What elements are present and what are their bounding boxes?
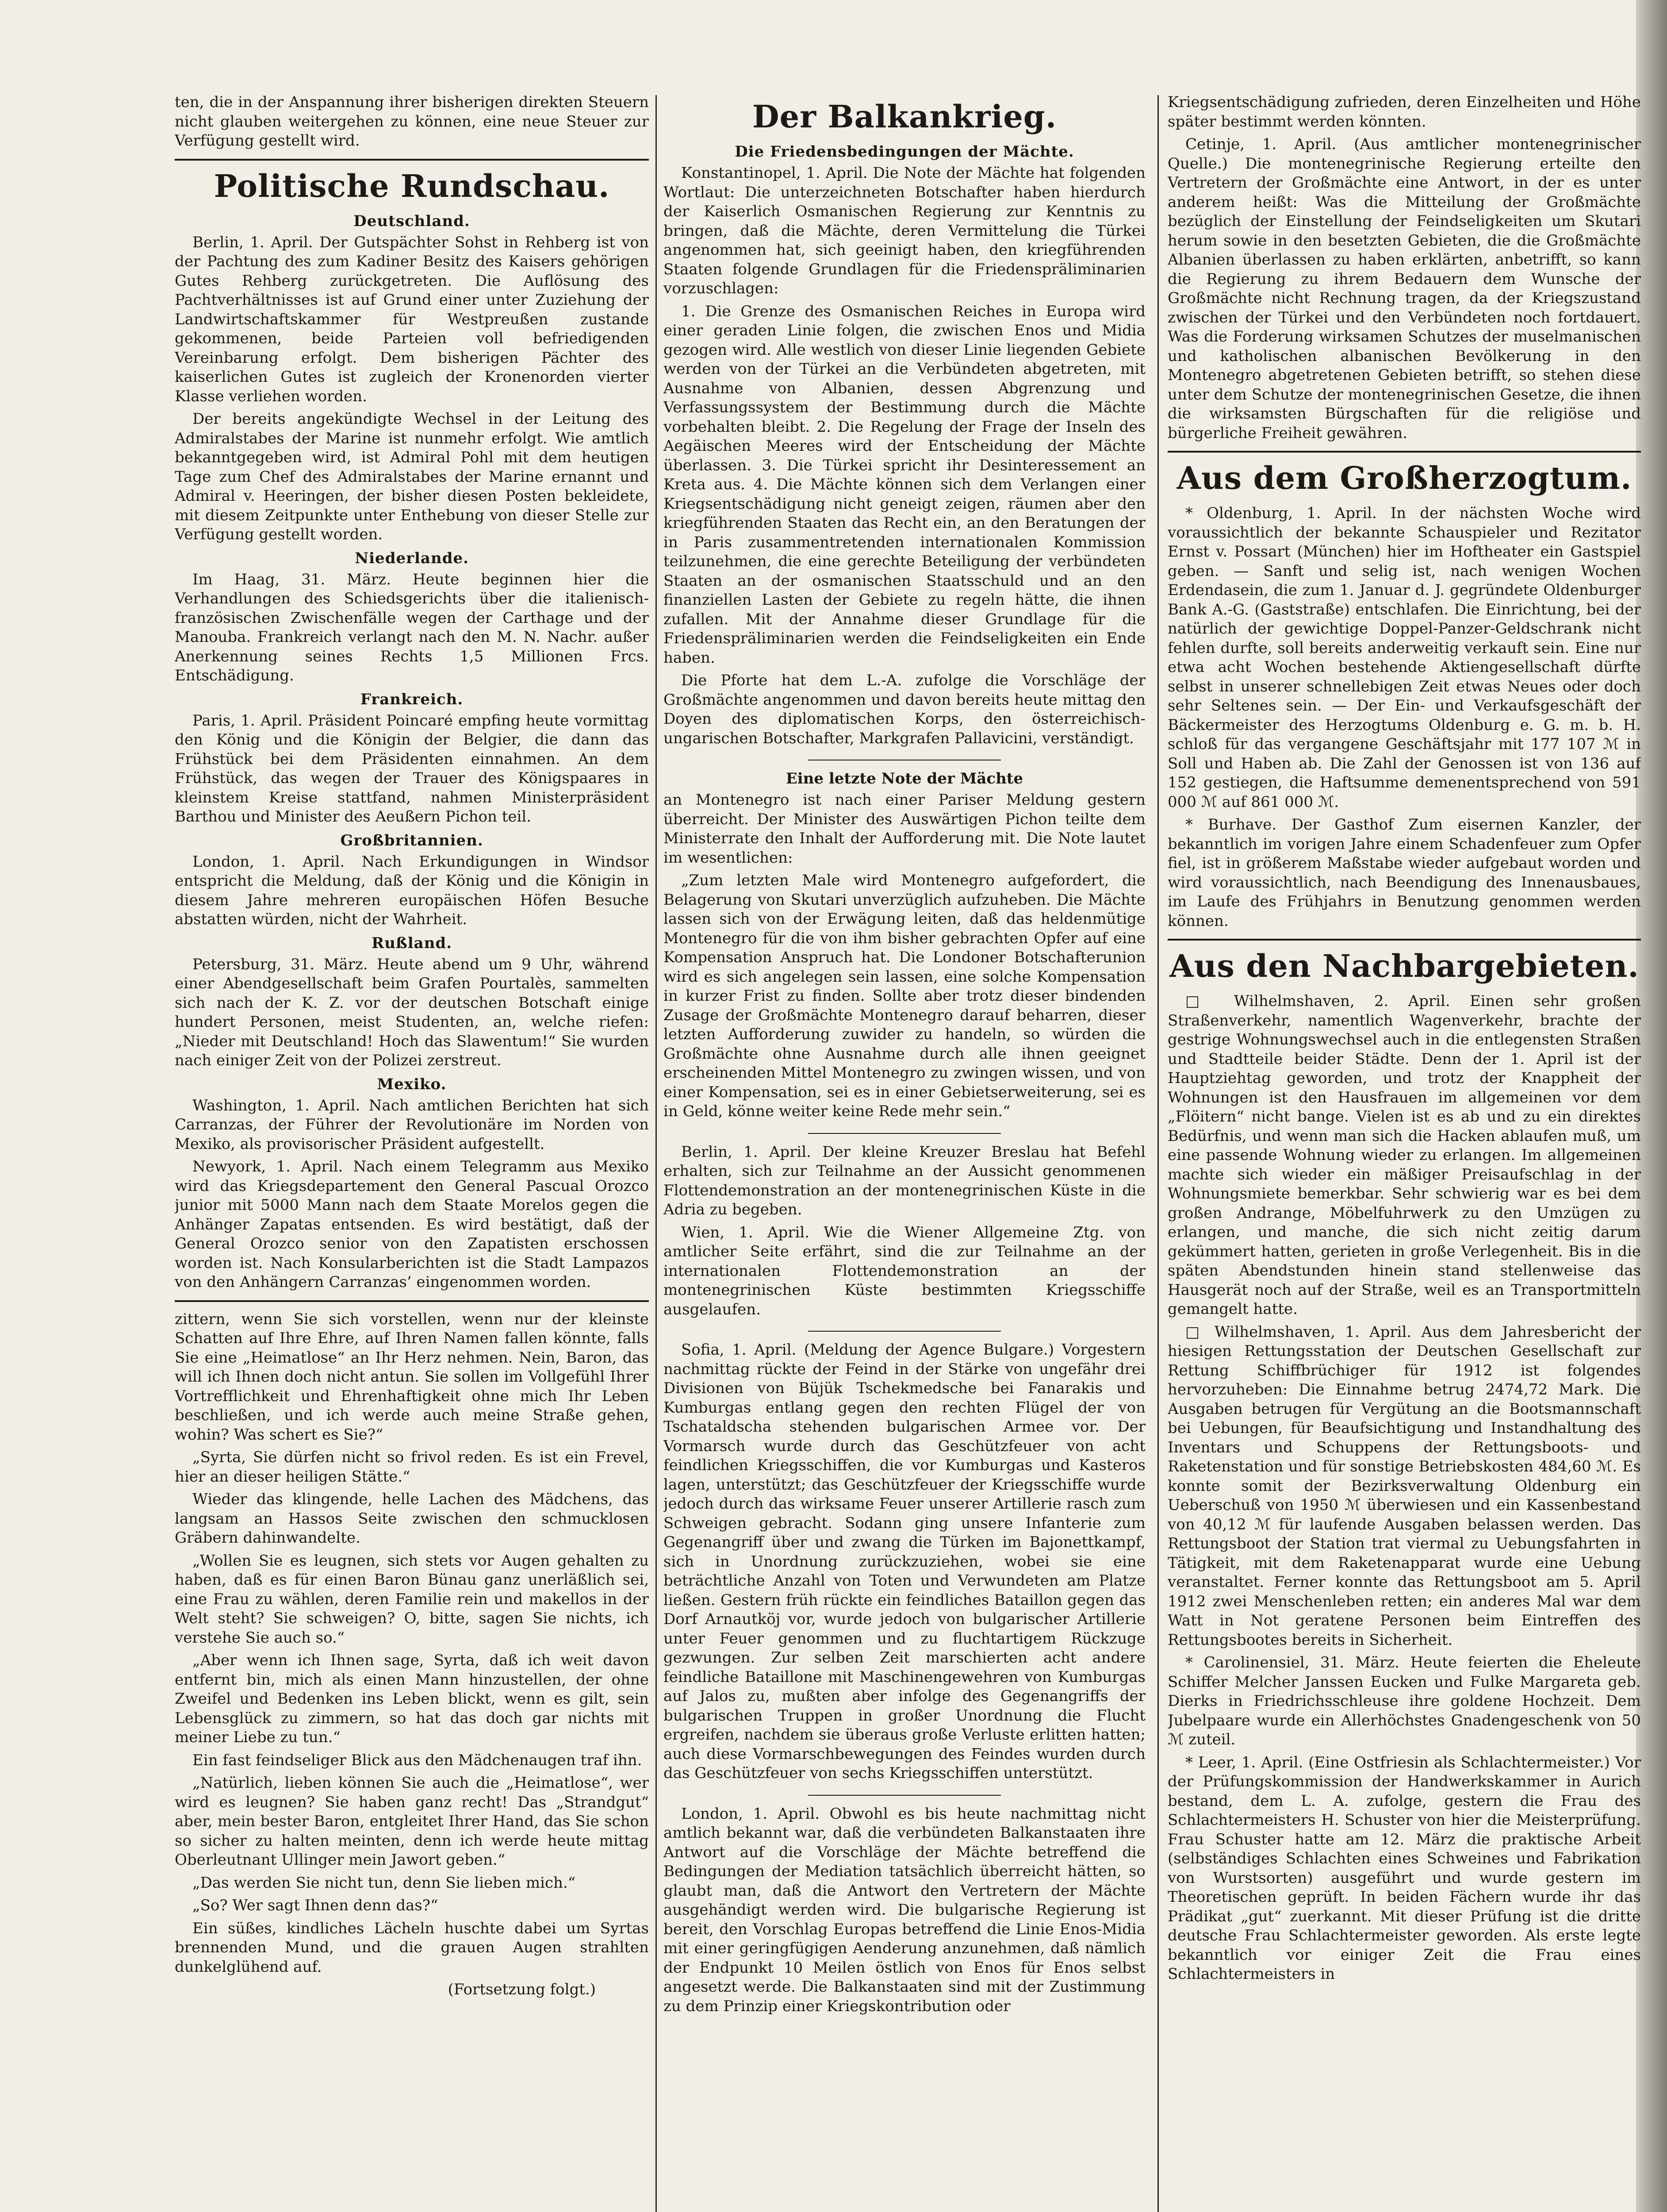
column-rule-left (655, 95, 657, 2212)
feuilleton-paragraph: Wieder das klingende, helle Lachen des Mädchens, das langsam an Hassos Seite zwischen den schmucklosen Gräbern dahinwandelte. (175, 1490, 649, 1547)
article-washington: Washington, 1. April. Nach amtlichen Berichten hat sich Carranzas, der Führer der Revolutionäre im Norden von Mexiko, als provisorischer Präsident aufgestellt. (175, 1096, 649, 1153)
feuilleton-paragraph: Ein fast feindseliger Blick aus den Mädchenaugen traf ihn. (192, 1751, 642, 1769)
article-divider (808, 1331, 1001, 1332)
article-montenegro-note: an Montenegro ist nach einer Pariser Meldung gestern überreicht. Der Minister des Auswärtigen Pichon teilte dem Ministerrate den Inhalt der Aufforderung mit. Die Note lautet im wesentlichen: (663, 791, 1146, 867)
article-burhave: * Burhave. Der Gasthof Zum eisernen Kanzler, der bekanntlich im vorigen Jahre einem Schadenfeuer zum Opfer fiel, ist in größerem Maßstabe wieder aufgebaut worden und wird voraussichtlich, nach Beendigung des Innenausbaues, im Laufe des Frühjahrs in Benutzung genommen werden können. (1168, 816, 1641, 930)
subhead-letzte-note: Eine letzte Note der Mächte (786, 770, 1023, 787)
section-title-balkankrieg: Der Balkankrieg. (752, 98, 1057, 135)
article-wien: Wien, 1. April. Wie die Wiener Allgemeine Ztg. von amtlicher Seite erfährt, sind die zur Teilnahme an der internationalen Flottendemonstration an der montenegrinischen Küste bestimmten Kriegsschiffe ausgelaufen. (663, 1223, 1146, 1318)
subhead-friedensbedingungen: Die Friedensbedingungen der Mächte. (735, 143, 1074, 161)
feuilleton-paragraph: „Aber wenn ich Ihnen sage, Syrta, daß ich weit davon entfernt bin, mich als einen Mann hinzustellen, der ohne Zweifel und Bedenken ins Leben blickt, wenn es gilt, sein Lebensglück zu zimmern, so hat das doch gar nichts mit meiner Liebe zu tun.“ (175, 1651, 649, 1746)
article-conditions: 1. Die Grenze des Osmanischen Reiches in Europa wird einer geraden Linie folgen, die zwischen Enos und Midia gezogen wird. Alle westlich von dieser Linie liegenden Gebiete werden von der Türkei an die Verbündeten abgetreten, mit Ausnahme von Albanien, dessen Abgrenzung und Verfassungssystem der Bestimmung durch die Mächte vorbehalten bleibt. 2. Die Regelung der Frage der Inseln des Aegäischen Meeres wird der Entscheidung der Mächte überlassen. 3. Die Türkei spricht ihr Desinteressement an Kreta aus. 4. Die Mächte können sich dem Verlangen einer Kriegsentschädigung nicht geneigt zeigen, räumen aber den kriegführenden Staaten das Recht ein, an den Beratungen der in Paris zusammentretenden internationalen Kommission teilzunehmen, die eine gerechte Beteiligung der verbündeten Staaten an der osmanischen Staatsschuld und an den finanziellen Lasten der Gebiete zu regeln hätte, die ihnen zufallen. Mit der Annahme dieser Grundlage für die Friedenspräliminarien werden die Feindseligkeiten ein Ende haben. (663, 302, 1146, 667)
column-rule-right (1157, 95, 1159, 2212)
article-oldenburg: * Oldenburg, 1. April. In der nächsten Woche wird voraussichtlich der bekannte Schauspieler und Rezitator Ernst v. Possart (München) hier im Hoftheater ein Gastspiel geben. — Sanft und selig ist, nach wenigen Wochen Erdendasein, die zum 1. Januar d. J. gegründete Oldenburger Bank A.-G. (Gaststraße) entschlafen. Die Einrichtung, bei der natürlich der gewichtige Doppel-Panzer-Geldschrank nicht fehlen durfte, soll bereits anderweitig verkauft sein. Eine nur etwa acht Wochen bestehende Aktiengesellschaft dürfte selbst in unserer schnellebigen Zeit etwas Neues oder doch sehr Seltenes sein. — Der Ein- und Verkaufsgeschäft der Bäckermeister des Herzogtums Oldenburg e. G. m. b. H. schloß für das vergangene Geschäftsjahr mit 177 107 ℳ in Soll und Haben ab. Die Zahl der Genossen ist von 136 auf 152 gestiegen, die Haftsumme demenentsprechend von 591 000 ℳ auf 861 000 ℳ. (1168, 504, 1641, 811)
article-paris: Paris, 1. April. Präsident Poincaré empfing heute vormittag den König und die Königin der Belgier, die dann das Frühstück bei dem Präsidenten einnahmen. An dem Frühstück, das wegen der Trauer des Königspaares in kleinstem Kreise stattfand, nahmen Ministerpräsident Barthou und Minister des Aeußern Pichon teil. (175, 711, 649, 826)
continuation-note: (Fortsetzung folgt.) (448, 1981, 596, 1998)
section-title-grossherzogtum: Aus dem Großherzogtum. (1176, 460, 1632, 496)
subhead-russland: Rußland. (371, 934, 452, 952)
article-wilhelmshaven-umzug: □ Wilhelmshaven, 2. April. Einen sehr großen Straßenverkehr, namentlich Wagenverkehr, brachte der gestrige Wohnungswechsel auch in die entlegensten Straßen und Stadtteile beider Städte. Denn der 1. April ist der Hauptziehtag geworden, und trotz der Knappheit der Wohnungen ist den Hausfrauen im allgemeinen vor dem „Flöitern“ nicht bange. Vielen ist es ab und zu ein direktes Bedürfnis, und wenn man sich die Hacken ablaufen muß, um eine passende Wohnung wieder zu erlangen. Im allgemeinen machte sich wieder ein mäßiger Preisaufschlag in der Wohnungsmiete bemerkbar. Sehr schwierig war es bei dem großen Andrange, Möbelfuhrwerk zu den Umzügen zu erlangen, und manche, die sich nicht zeitig darum gekümmert hatten, gerieten in große Verlegenheit. Bis in die späten Abendstunden hinein stand stellenweise das Hausgerät noch auf der Straße, weil es an Transportmitteln gemangelt hatte. (1168, 992, 1641, 1318)
article-note-quote: „Zum letzten Male wird Montenegro aufgefordert, die Belagerung von Skutari unverzüglich aufzuheben. Die Mächte lassen sich von der Erwägung leiten, daß das heldenmütige Montenegro für die von ihm bisher gebrachten Opfer auf eine Kompensation Anspruch hat. Die Londoner Botschafterunion wird es sich angelegen sein lassen, eine solche Kompensation in kurzer Frist zu finden. Sollte aber trotz dieser bindenden Zusage der Großmächte Montenegro darauf beharren, dieser letzten Aufforderung zuwider zu handeln, so würden die Großmächte ohne Ausnahme durch alle ihnen geeignet erscheinenden Mittel Montenegro zu zwingen wissen, und von einer Kompensation, sei es in einer Gebietserweiterung, sei es in Geld, könne weiter keine Rede mehr sein.“ (663, 872, 1146, 1120)
article-haag: Im Haag, 31. März. Heute beginnen hier die Verhandlungen des Schiedsgerichts über die italienisch-französischen Zwischenfälle wegen der Carthage und der Manouba. Frankreich verlangt nach den M. N. Nachr. außer Anerkennung seines Rechts 1,5 Millionen Frcs. Entschädigung. (175, 570, 649, 684)
article-divider (808, 1795, 1001, 1796)
article-admiralstab: Der bereits angekündigte Wechsel in der Leitung des Admiralstabes der Marine ist nunmehr erfolgt. Wie amtlich bekanntgegeben wird, ist Admiral Pohl mit dem heutigen Tage zum Chef des Admiralstabes der Marine ernannt und Admiral v. Heeringen, der bisher diesen Posten bekleidete, mit diesem Zeitpunkte unter Enthebung von dieser Stelle zur Verfügung gestellt worden. (175, 410, 649, 543)
article-carolinensiel: * Carolinensiel, 31. März. Heute feierten die Eheleute Schiffer Melcher Janssen Eucken und Fulke Margareta geb. Dierks in Friedrichsschleuse ihre goldene Hochzeit. Dem Jubelpaare wurde ein Allerhöchstes Gnadengeschenk von 50 ℳ zuteil. (1168, 1654, 1641, 1748)
intro-paragraph: ten, die in der Anspannung ihrer bisherigen direkten Steuern nicht glauben weitergehen zu können, eine neue Steuer zur Verfügung gestellt wird. (175, 93, 649, 150)
article-sofia: Sofia, 1. April. (Meldung der Agence Bulgare.) Vorgestern nachmittag rückte der Feind in der Stärke von ungefähr drei Divisionen von Büjük Tschekmedsche bei Fanarakis und Kumburgas entlang gegen den rechten Flügel der von Tschataldscha stehenden bulgarischen Armee vor. Der Vormarsch wurde durch das Geschützfeuer von acht feindlichen Kriegsschiffen, die vor Kumburgas und Kasteros lagen, unterstützt; das Geschützfeuer der Kriegsschiffe wurde jedoch durch das wirksame Feuer unserer Artillerie rasch zum Schweigen gebracht. Sodann ging unsere Infanterie zum Gegenangriff über und zwang die Türken im Bajonettkampf, sich in Unordnung zurückzuziehen, wobei sie eine beträchtliche Anzahl von Toten und Verwundeten am Platze ließen. Gestern früh rückte ein feindliches Bataillon gegen das Dorf Arnautköj vor, wurde jedoch von bulgarischer Artillerie unter Feuer genommen und zu fluchtartigem Rückzuge gezwungen. Zur selben Zeit marschierten acht andere feindliche Bataillone mit Maschinengewehren von Kumburgas auf Jalos zu, mußten aber infolge des Gegenangriffs der bulgarischen Truppen in großer Unordnung die Flucht ergreifen, nachdem sie überaus große Verluste erlitten hatten; auch diese Vormarschbewegungen des Feindes wurden durch das Geschützfeuer von sechs Kriegsschiffen unterstützt. (663, 1341, 1146, 1782)
section-divider (1168, 939, 1641, 941)
section-divider (175, 159, 649, 161)
article-konstantinopel: Konstantinopel, 1. April. Die Note der Mächte hat folgenden Wortlaut: Die unterzeichneten Botschafter haben hierdurch der Kaiserlich Osmanischen Regierung zur Kenntnis zu bringen, daß die Mächte, deren Vermittelung die Türkei angenommen hat, sich geeinigt haben, den kriegführenden Staaten folgende Grundlagen für die Friedenspräliminarien vorzuschlagen: (663, 164, 1146, 297)
feuilleton-paragraph: „Syrta, Sie dürfen nicht so frivol reden. Es ist ein Frevel, hier an dieser heiligen Stätte.“ (175, 1448, 649, 1486)
column-middle (663, 93, 1146, 2212)
feuilleton-paragraph: zittern, wenn Sie sich vorstellen, wenn nur der kleinste Schatten auf Ihre Ehre, auf Ihren Namen fallen könnte, falls Sie eine „Heimatlose“ an Ihr Herz nehmen. Nein, Baron, das will ich Ihnen doch nicht antun. Sie sollen im Vollgefühl Ihrer Vortrefflichkeit und Ehrenhaftigkeit ohne mich Ihr Leben beschließen, und ich werde auch meine Straße gehen, wohin? Was schert es Sie?“ (175, 1310, 649, 1444)
feuilleton-paragraph: „So? Wer sagt Ihnen denn das?“ (192, 1897, 438, 1914)
article-london-windsor: London, 1. April. Nach Erkundigungen in Windsor entspricht die Meldung, daß der König und die Königin in diesem Jahre mehreren europäischen Höfen Besuche abstatten würden, nicht der Wahrheit. (175, 853, 649, 928)
feuilleton-divider (175, 1300, 649, 1302)
article-london-balkan: London, 1. April. Obwohl es bis heute nachmittag nicht amtlich bekannt war, daß die verbündeten Balkanstaaten ihre Antwort auf die Vorschläge der Mächte betreffend die Bedingungen der Mediation tatsächlich überreicht hätten, so glaubt man, daß die Antwort den Vertretern der Mächte ausgehändigt werden wird. Die bulgarische Regierung ist bereit, den Vorschlag Europas betreffend die Linie Enos-Midia mit einer geringfügigen Aenderung anzunehmen, daß nämlich der Endpunkt 10 Meilen östlich von Enos für Enos selbst angesetzt werde. Die Balkanstaaten sind mit der Zustimmung zu dem Prinzip einer Kriegskontribution oder (663, 1805, 1146, 2015)
article-continuation: Kriegsentschädigung zufrieden, deren Einzelheiten und Höhe später bestimmt werden könnten. (1168, 93, 1641, 131)
article-wilhelmshaven-rettung: □ Wilhelmshaven, 1. April. Aus dem Jahresbericht der hiesigen Rettungsstation der Deutschen Gesellschaft zur Rettung Schiffbrüchiger für 1912 ist folgendes hervorzuheben: Die Einnahme betrug 2474,72 Mark. Die Ausgaben betrugen für Vergütung an die Bootsmannschaft bei Uebungen, für Beaufsichtigung und Instandhaltung des Inventars und Schuppens der Rettungsboots- und Raketenstation und für sonstige Betriebskosten 484,60 ℳ. Es konnte somit der Bezirksverwaltung Oldenburg ein Ueberschuß von 1950 ℳ überwiesen und ein Kassenbestand von 40,12 ℳ für laufende Ausgaben belassen werden. Das Rettungsboot der Station trat viermal zu Uebungsfahrten in Tätigkeit, mit dem Raketenapparat wurde eine Uebung veranstaltet. Ferner konnte das Rettungsboot am 5. April 1912 zwei Menschenleben retten; ein anderes Mal war dem Watt in Not geratene Personen beim Eintreffen des Rettungsbootes bereits in Sicherheit. (1168, 1323, 1641, 1649)
section-divider (1168, 451, 1641, 453)
section-title-politische-rundschau: Politische Rundschau. (214, 167, 610, 204)
subhead-niederlande: Niederlande. (355, 549, 469, 567)
subhead-deutschland: Deutschland. (353, 212, 470, 230)
feuilleton-paragraph: „Wollen Sie es leugnen, sich stets vor Augen gehalten zu haben, daß es für einen Baron Bünau ganz unerläßlich sei, eine Frau zu wählen, deren Familie rein und makellos in der Welt steht? Sie schweigen? O, bitte, sagen Sie nichts, ich verstehe Sie auch so.“ (175, 1551, 649, 1647)
feuilleton-paragraph: „Das werden Sie nicht tun, denn Sie lieben mich.“ (192, 1874, 576, 1892)
article-berlin-breslau: Berlin, 1. April. Der kleine Kreuzer Breslau hat Befehl erhalten, sich zur Teilnahme an der Aussicht genommenen Flottendemonstration an der montenegrinischen Küste in die Adria zu begeben. (663, 1143, 1146, 1218)
subhead-frankreich: Frankreich. (360, 690, 464, 708)
subhead-mexiko: Mexiko. (377, 1075, 447, 1093)
article-berlin-rehberg: Berlin, 1. April. Der Gutspächter Sohst in Rehberg ist von der Pachtung des zum Kadiner Besitz des Kaisers gehörigen Gutes Rehberg zurückgetreten. Die Auflösung des Pachtverhältnisses ist auf Grund einer unter Zuziehung der Landwirtschaftskammer für Westpreußen zustande gekommenen, beide Parteien voll befriedigenden Vereinbarung erfolgt. Dem bisherigen Pächter des kaiserlichen Gutes ist zugleich der Kronenorden vierter Klasse verliehen worden. (175, 233, 649, 405)
feuilleton-paragraph: Ein süßes, kindliches Lächeln huschte dabei um Syrtas brennenden Mund, und die grauen Augen strahlten dunkelglühend auf. (175, 1919, 649, 1976)
article-pforte: Die Pforte hat dem L.-A. zufolge die Vorschläge der Großmächte angenommen und davon bereits heute mittag den Doyen des diplomatischen Korps, den österreichisch-ungarischen Botschafter, Markgrafen Pallavicini, verständigt. (663, 672, 1146, 747)
subhead-grossbritannien: Großbritannien. (340, 831, 483, 849)
section-title-nachbargebiete: Aus den Nachbargebieten. (1169, 948, 1639, 984)
column-right (1168, 93, 1641, 2212)
column-left (175, 93, 649, 2212)
article-divider (808, 1133, 1001, 1134)
article-leer: * Leer, 1. April. (Eine Ostfriesin als Schlachtermeister.) Vor der Prüfungskommission der Handwerkskammer in Aurich bestand, dem L. A. zufolge, gestern die Frau des Schlachtermeisters H. Schuster von hier die Meisterprüfung. Frau Schuster hatte am 12. März die praktische Arbeit (selbständiges Schlachten eines Schweines und Fabrikation von Wurstsorten) ausgeführt und wurde gestern im Theoretischen geprüft. In beiden Fächern wurde ihr das Prädikat „gut“ zuerkannt. Mit dieser Prüfung ist die dritte deutsche Frau Schlachtermeister geworden. Als erste legte bekanntlich vor einiger Zeit die Frau eines Schlachtermeisters in (1168, 1753, 1641, 1983)
article-cetinje: Cetinje, 1. April. (Aus amtlicher montenegrinischer Quelle.) Die montenegrinische Regierung erteilte den Vertretern der Großmächte eine Antwort, in der es unter anderem heißt: Was die Mitteilung der Großmächte bezüglich der Einstellung der Feindseligkeiten um Skutari herum sowie in den besetzten Gebieten, die die Großmächte Albanien überlassen zu haben erklärten, anbetrifft, so kann die Regierung zu ihrem Bedauern dem Wunsche der Großmächte nicht Rechnung tragen, da der Kriegszustand zwischen der Türkei und den Verbündeten noch fortdauert. Was die Forderung wirksamen Schutzes der muselmanischen und katholischen albanischen Bevölkerung in den Montenegro abgetretenen Gebieten betrifft, so stehen diese unter dem Schutze der montenegrinischen Gesetze, die ihnen die wirksamsten Bürgschaften für die religiöse und bürgerliche Freiheit gewähren. (1168, 135, 1641, 442)
feuilleton-paragraph: „Natürlich, lieben können Sie auch die „Heimatlose“, wer wird es leugnen? Sie haben ganz recht! Das „Strandgut“ aber, mein bester Baron, entgleitet Ihrer Hand, das Sie schon so sicher zu halten meinten, denn ich werde heute mittag Oberleutnant Ullinger mein Jawort geben.“ (175, 1774, 649, 1869)
article-newyork: Newyork, 1. April. Nach einem Telegramm aus Mexiko wird das Kriegsdepartement den General Pascual Orozco junior mit 5000 Mann nach dem Staate Morelos gegen die Anhänger Zapatas entsenden. Es wird bestätigt, daß der General Orozco senior von den Zapatisten erschossen worden ist. Nach Konsularberichten ist die Stadt Lampazos von den Anhängern Carranzas’ eingenommen worden. (175, 1158, 649, 1291)
article-petersburg: Petersburg, 31. März. Heute abend um 9 Uhr, während einer Abendgesellschaft beim Grafen Pourtalès, sammelten sich nach der K. Z. vor der deutschen Botschaft einige hundert Personen, meist Studenten, an, welche riefen: „Nieder mit Deutschland! Hoch das Slawentum!“ Sie wurden nach einiger Zeit von der Polizei zerstreut. (175, 955, 649, 1069)
